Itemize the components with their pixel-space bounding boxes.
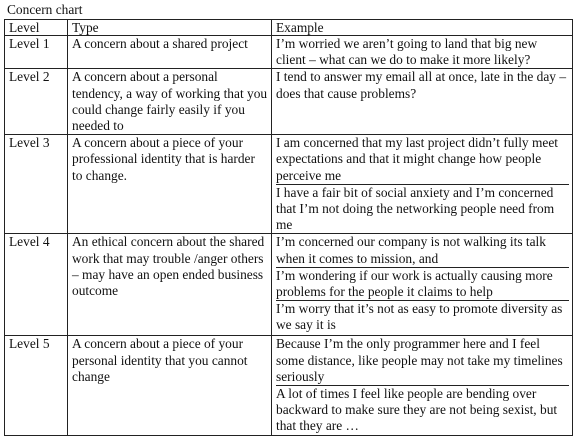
example-text: I have a fair bit of social anxiety and I’m concerned that I’m not doing the networking people need from me (276, 184, 569, 234)
example-text: I am concerned that my last project didn’t fully meet expectations and that it might change how people perceive me (276, 135, 558, 183)
example-text: I’m worried we aren’t going to land that big new client – what can we do to make it more likely? (276, 36, 538, 68)
example-cell (272, 36, 573, 69)
table-row (5, 36, 573, 69)
example-cell (272, 135, 573, 234)
level-cell: Level 3 (5, 135, 68, 234)
level-cell: Level 4 (5, 234, 68, 336)
example-cell (272, 69, 573, 135)
header-type: Type (68, 20, 272, 36)
example-text: I’m concerned our company is not walking its talk when it comes to mission, and (276, 234, 546, 266)
example-text: I tend to answer my email all at once, late in the day – does that cause problems? (276, 69, 567, 101)
level-cell: Level 1 (5, 36, 68, 69)
table-caption: Concern chart (7, 2, 83, 17)
type-cell: A concern about a shared project (68, 36, 272, 69)
type-cell: A concern about a piece of your personal identity that you cannot change (68, 336, 272, 436)
header-row (5, 20, 573, 36)
type-cell: A concern about a personal tendency, a way of working that you could change fairly easily if you needed to (68, 69, 272, 135)
header-example: Example (272, 20, 573, 36)
table-row (5, 69, 573, 135)
example-text: A lot of times I feel like people are bending over backward to make sure they are not being sexist, but that they are … (276, 385, 569, 435)
example-text: I’m wondering if our work is actually causing more problems for the people it claims to help (276, 267, 569, 300)
example-text: I’m worry that it’s not as easy to promote diversity as we say it is (276, 300, 569, 333)
level-cell: Level 5 (5, 336, 68, 436)
example-cell (272, 234, 573, 336)
example-text: Because I’m the only programmer here and I feel some distance, like people may not take my timelines seriously (276, 336, 563, 384)
level-cell: Level 2 (5, 69, 68, 135)
type-cell: An ethical concern about the shared work that may trouble /anger others – may have an open ended business outcome (68, 234, 272, 336)
table-row (5, 336, 573, 436)
type-cell: A concern about a piece of your professional identity that is harder to change. (68, 135, 272, 234)
example-cell (272, 336, 573, 436)
header-level: Level (5, 20, 68, 36)
table-row (5, 135, 573, 234)
concern-table (4, 19, 573, 436)
table-row (5, 234, 573, 336)
